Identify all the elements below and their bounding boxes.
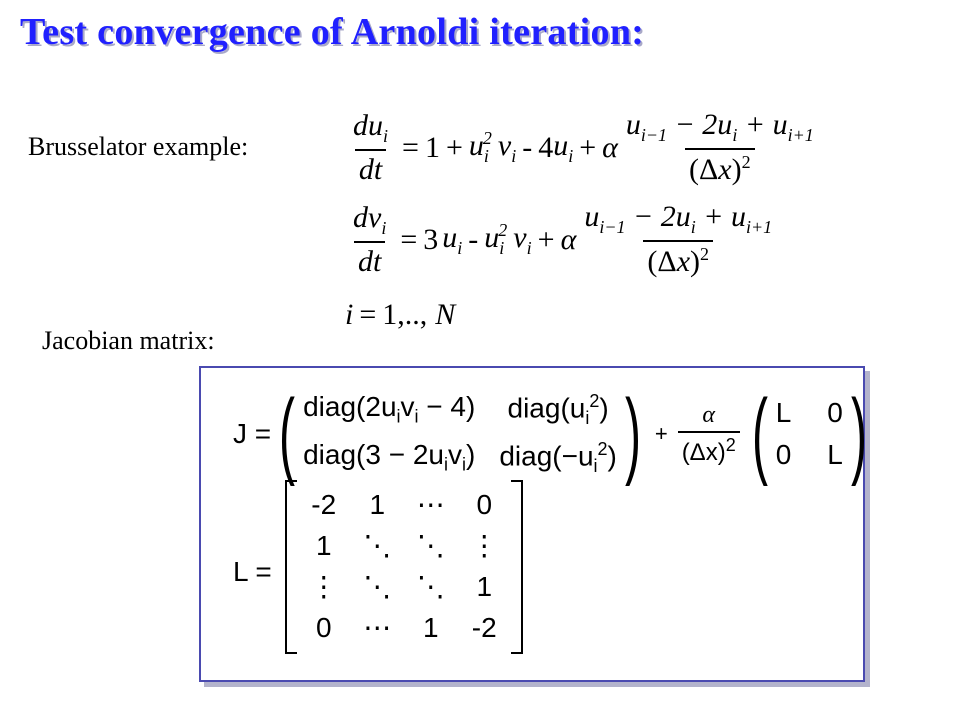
l-lhs: L = <box>233 556 272 587</box>
plus-sign: + <box>654 421 668 446</box>
laplacian-matrix <box>233 480 533 660</box>
brusselator-equation-v: $\frac{dv_i}{dt}$ = 3 $u_i$ - $u_i^2$ $v_i$ + α $\frac{u_{i-1} - 2u_i + u_{i+1}}{(\Delta x)^2}$ <box>353 200 773 278</box>
l-matrix-cell: ⋮ <box>470 530 499 561</box>
j-lhs: J = <box>233 418 272 449</box>
brusselator-equation-u: $\frac{du_i}{dt}$ = 1 + $u_i^2$ $v_i$ - 4 $u_i$ + α $\frac{u_{i-1} - 2u_i + u_{i+1}}{(\Delta x)^2}$ <box>353 108 814 186</box>
l-matrix-cell: 1 <box>476 570 493 602</box>
l-matrix-cell: ⋱ <box>363 571 392 602</box>
l-matrix-cell: ⋱ <box>416 530 445 561</box>
l-matrix-cell: 0 <box>476 488 493 520</box>
l-matrix-cell: -2 <box>311 488 337 520</box>
l-matrix-cell: -2 <box>471 611 497 643</box>
brusselator-label: Brusselator example: <box>28 132 249 161</box>
l-matrix-cell: 1 <box>422 611 439 643</box>
jacobian-equation: J = ( $diag(2u_iv_i - 4)$ $diag(u_i^2)$ diag(3 − $2u_iv_i$) $diag(-u_i^2)$ ) + $\frac{\alpha}{(\Delta x)^2}$ ( L 0 0 L ) <box>233 380 867 487</box>
l-matrix-cell: ⋱ <box>363 530 392 561</box>
l-matrix-cell: ⋱ <box>416 571 445 602</box>
jacobian-box <box>199 366 865 682</box>
l-matrix-cell: ⋯ <box>363 612 392 643</box>
l-matrix-cell: 1 <box>315 529 332 561</box>
jacobian-label: Jacobian matrix: <box>42 326 215 355</box>
l-matrix-cell: ⋯ <box>416 489 445 520</box>
slide-title: Test convergence of Arnoldi iteration: <box>20 11 645 53</box>
l-matrix-cell: ⋮ <box>309 571 338 602</box>
l-matrix-cell: 0 <box>315 611 332 643</box>
index-range-equation: i = 1,.., N <box>345 298 456 331</box>
l-matrix-cell: 1 <box>369 488 386 520</box>
